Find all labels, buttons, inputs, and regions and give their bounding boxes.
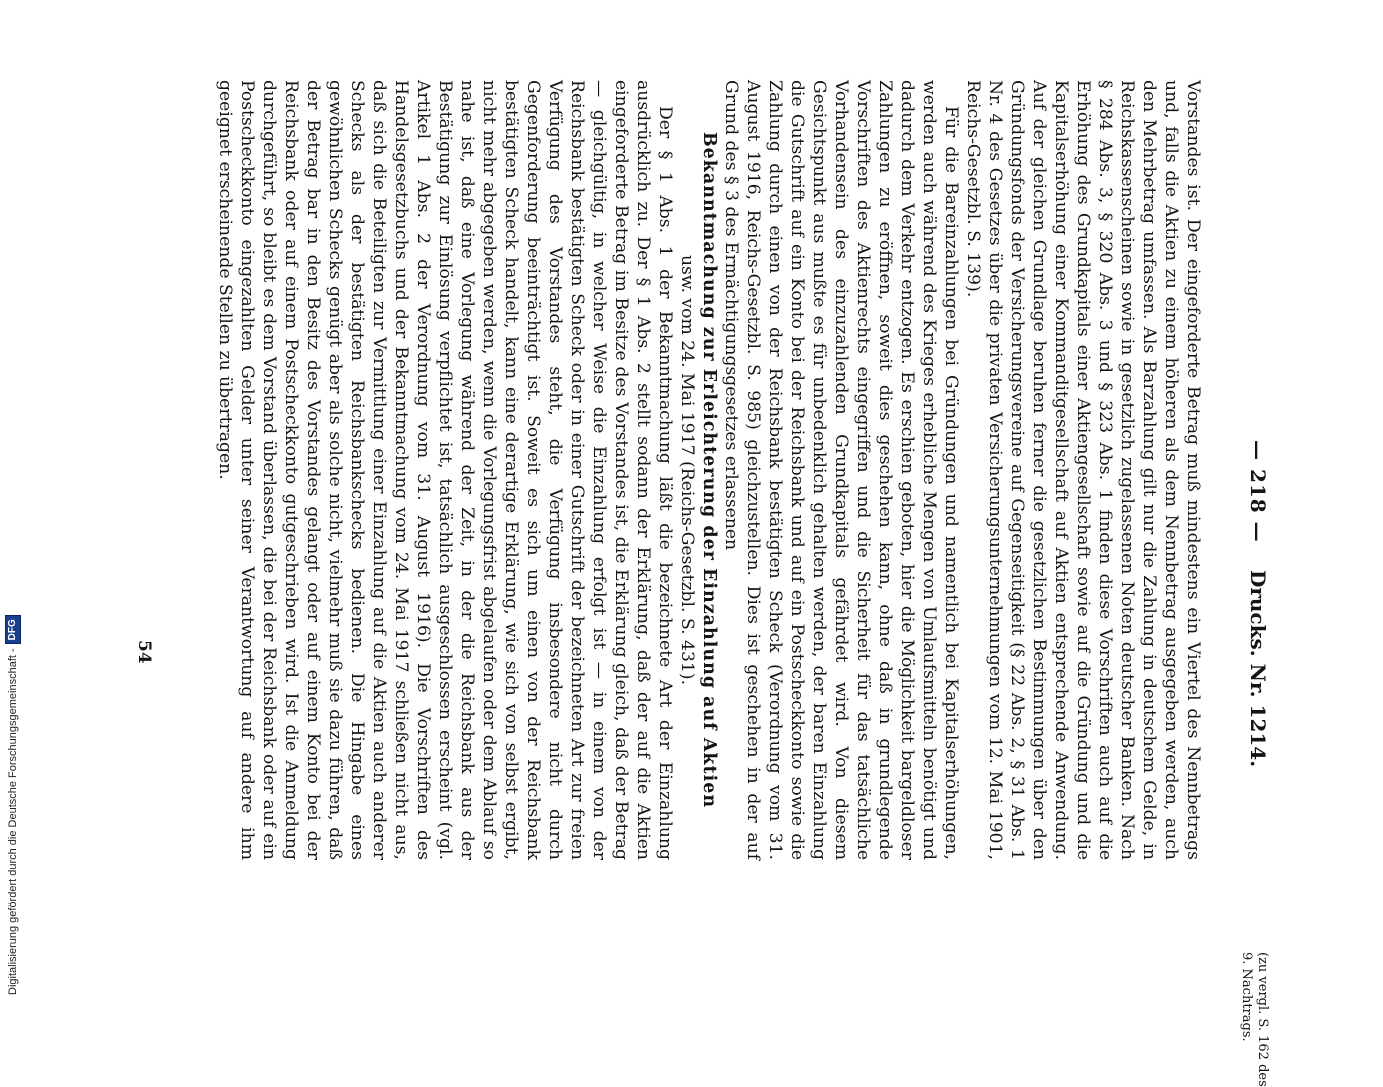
margin-note-line: (zu vergl. S. 162 des	[1255, 952, 1270, 1087]
page-number: — 218 —	[1246, 440, 1270, 543]
section-heading: Bekanntmachung zur Erleichterung der Einzahlung auf Aktien	[699, 131, 719, 809]
digitization-credit	[5, 615, 21, 995]
footer-number: 54	[134, 640, 154, 664]
section-subheading: usw. vom 24. Mai 1917 (Reichs-Gesetzbl. S. 431).	[677, 254, 697, 686]
paragraph: Der § 1 Abs. 1 der Bekanntmachung läßt die bezeichnete Art der Einzahlung ausdrücklich zu. Der § 1 Abs. 2 stellt sodann der Erklärung, daß der auf die Aktien eingeforderte Betrag im Besitze des Vorstandes ist, die Erklärung gleich, daß der Betrag — gleichgültig, in welcher Weise die Einzahlung erfolgt ist — in einem von der Reichsbank bestätigten Scheck oder in einer Gutschrift der bezeichneten Art zur freien Verfügung des Vorstandes steht, die Verfügung insbesondere nicht durch Gegenforderung beeinträchtigt ist. Soweit es sich um einen von der Reichsbank bestätigten Scheck handelt, kann eine derartige Erklärung, wie sich von selbst ergibt, nicht mehr abgegeben werden, wenn die Vorlegungsfrist abgelaufen oder dem Ablauf so nahe ist, daß eine Vorlegung während der Zeit, in der die Reichsbank aus der Bestätigung zur Einlösung verpflichtet ist, tatsächlich ausgeschlossen erscheint (vgl. Artikel 1 Abs. 2 der Verordnung vom 31. August 1916). Die Vorschriften des Handelsgesetzbuchs und der Bekanntmachung vom 24. Mai 1917 schließen nicht aus, daß sich die Beteiligten zur Vermittlung einer Einzahlung auf die Aktien auch anderer Schecks als der bestätigten Reichsbankschecks bedienen. Die Hingabe eines gewöhnlichen Schecks genügt aber als solche nicht, vielmehr muß sie dazu führen, daß der Betrag bar in den Besitz des Vorstandes gelangt oder auf einem Konto bei der Reichsbank oder auf einem Postscheckkonto gutgeschrieben wird. Ist die Anmeldung durchgeführt, so bleibt es dem Vorstand überlassen, die bei der Reichsbank oder auf ein Postscheckkonto eingezahlten Gelder unter seiner Verantwortung auf andere ihm geeignet erscheinende Stellen zu übertragen.	[215, 80, 675, 860]
drucksache-number: Drucks. Nr. 1214.	[1246, 570, 1270, 768]
dfg-logo: DFG	[5, 615, 21, 644]
margin-note-line: 9. Nachtrags.	[1239, 952, 1254, 1042]
document-page	[120, 80, 1270, 1087]
paragraph: Vorstandes ist. Der eingeforderte Betrag muß mindestens ein Viertel des Nennbetrags und, falls die Aktien zu einem höheren als dem Nennbetrag ausgegeben werden, auch den Mehrbetrag umfassen. Als Barzahlung gilt nur die Zahlung in deutschem Gelde, in Reichskassenscheinen sowie in gesetzlich zugelassenen Noten deutscher Banken. Nach § 284 Abs. 3, § 320 Abs. 3 und § 323 Abs. 1 finden diese Vorschriften auch auf die Erhöhung des Grundkapitals einer Aktiengesellschaft sowie auf die Gründung und die Kapitalserhöhung einer Kommanditgesellschaft auf Aktien entsprechende Anwendung. Auf der gleichen Grundlage beruhen ferner die gesetzlichen Bestimmungen über den Gründungsfonds der Versicherungsvereine auf Gegenseitigkeit (§ 22 Abs. 2, § 31 Abs. 1 Nr. 4 des Gesetzes über die privaten Versicherungsunternehmungen vom 12. Mai 1901, Reichs-Gesetzbl. S. 139).	[963, 80, 1203, 860]
document-body	[214, 80, 1204, 860]
credit-text: Digitalisierung gefördert durch die Deutsche Forschungsgemeinschaft -	[7, 648, 19, 995]
paragraph: Für die Bareinzahlungen bei Gründungen und namentlich bei Kapitalserhöhungen, werden auch während des Krieges erhebliche Mengen von Umlaufsmitteln benötigt und dadurch dem Verkehr entzogen. Es erschien geboten, hier die Möglichkeit bargeldloser Zahlungen zu eröffnen, soweit dies geschehen kann, ohne daß in grundlegende Vorschriften des Aktienrechts eingegriffen und die Sicherheit für das tatsächliche Vorhandensein des einzuzahlenden Grundkapitals gefährdet wird. Von diesem Gesichtspunkt aus mußte es für unbedenklich gehalten werden, der baren Einzahlung die Gutschrift auf ein Konto bei der Reichsbank und auf ein Postscheckkonto sowie die Zahlung durch einen von der Reichsbank bestätigten Scheck (Verordnung vom 31. August 1916, Reichs-Gesetzbl. S. 985) gleichzustellen. Dies ist geschehen in der auf Grund des § 3 des Ermächtigungsgesetzes erlassenen	[721, 80, 961, 860]
margin-note	[1130, 952, 1270, 1087]
